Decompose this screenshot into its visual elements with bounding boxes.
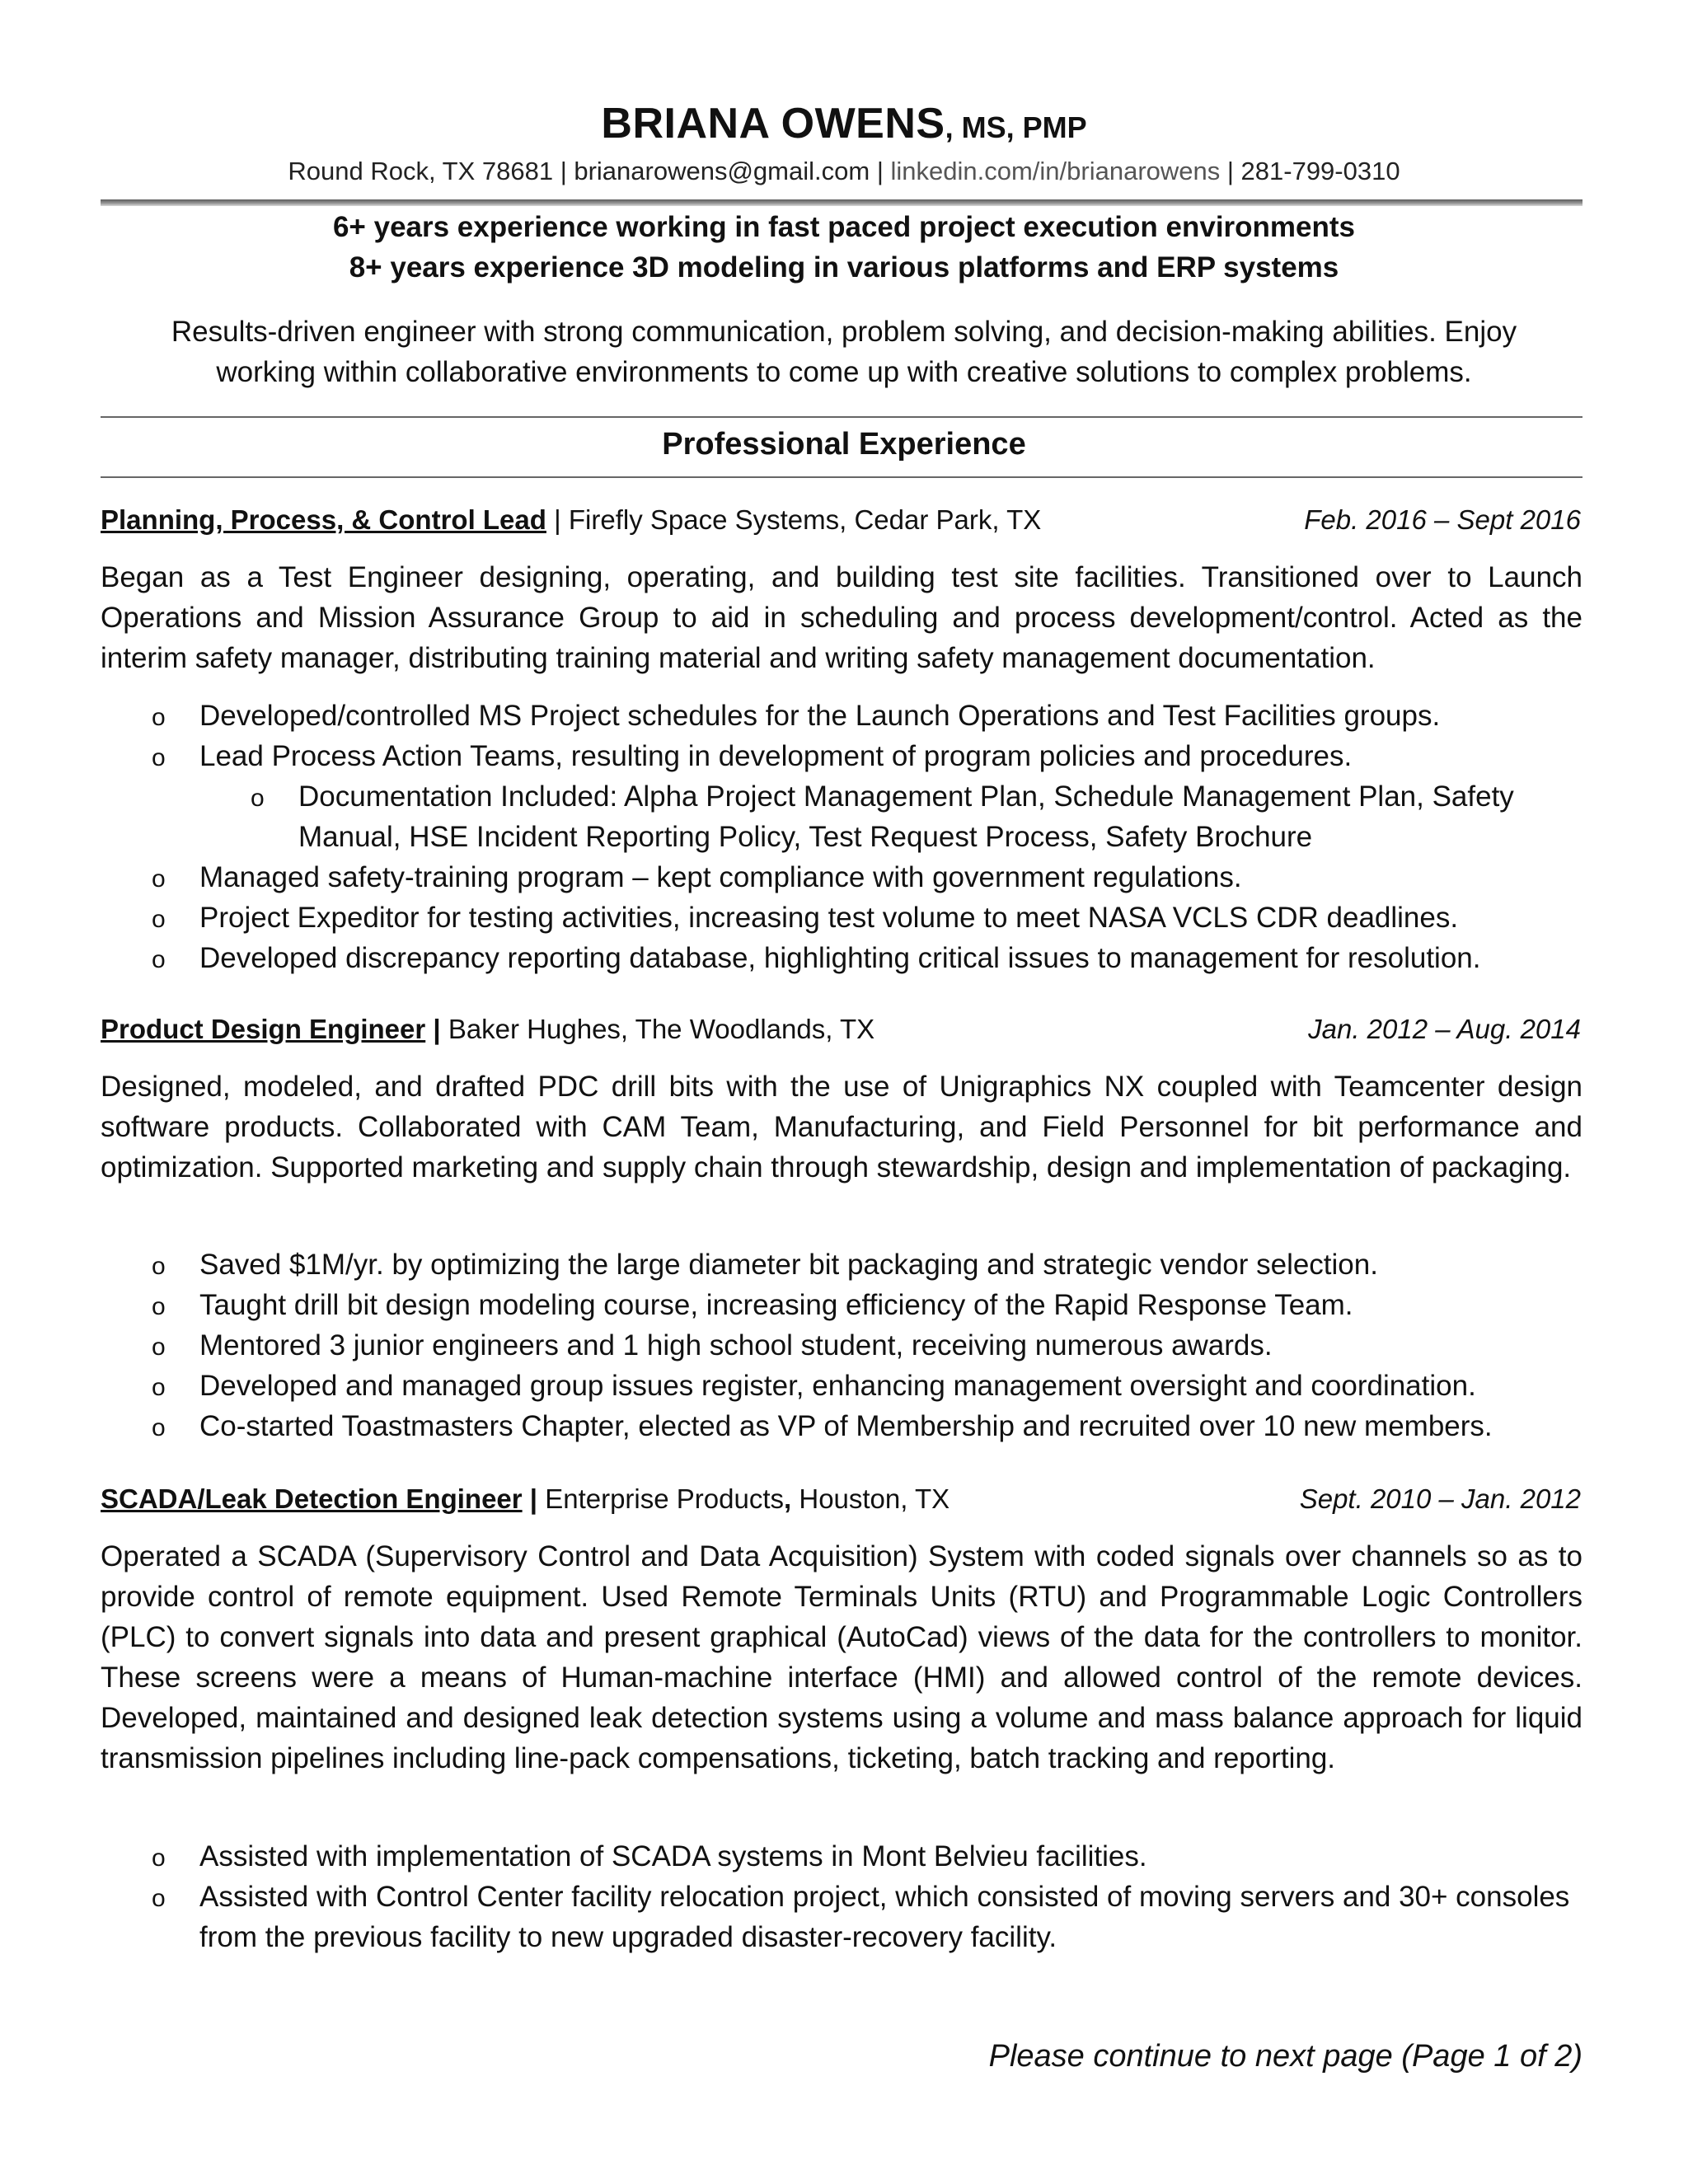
job-title: SCADA/Leak Detection Engineer	[101, 1483, 523, 1514]
bullet-item: o Project Expeditor for testing activities, increasing test volume to meet NASA VCLS CDR deadlines.	[101, 898, 1582, 938]
bullet-item: o Saved $1M/yr. by optimizing the large diameter bit packaging and strategic vendor selection.	[101, 1244, 1582, 1285]
linkedin-link[interactable]: linkedin.com/in/brianarowens	[890, 157, 1221, 185]
job-dates: Sept. 2010 – Jan. 2012	[1299, 1483, 1581, 1514]
job-company: Enterprise Products	[545, 1483, 785, 1514]
bullet-item: o Co-started Toastmasters Chapter, elected as VP of Membership and recruited over 10 new members.	[101, 1406, 1582, 1446]
contact-line	[0, 157, 1688, 186]
job-company: Baker Hughes, The Woodlands, TX	[448, 1014, 875, 1044]
company-comma: ,	[784, 1483, 792, 1514]
location: Round Rock, TX 78681	[288, 157, 554, 185]
bullet-item: o Managed safety-training program – kept compliance with government regulations.	[101, 857, 1582, 898]
job-separator: |	[425, 1014, 448, 1044]
contact-separator: |	[553, 157, 574, 185]
job-title: Planning, Process, & Control Lead	[101, 504, 546, 535]
job-bullets	[101, 696, 1582, 978]
job-description: Designed, modeled, and drafted PDC drill bits with the use of Unigraphics NX coupled with Teamcenter design software products. Collaborated with CAM Team, Manufacturing, and Field Personnel for bit performance and optimization. Supported marketing and supply chain through stewardship, design and implementation of packaging.	[101, 1071, 1582, 1183]
job-dates: Feb. 2016 – Sept 2016	[1304, 504, 1581, 535]
job-dates: Jan. 2012 – Aug. 2014	[1308, 1014, 1581, 1044]
bullet-item: o Developed and managed group issues register, enhancing management oversight and coordination.	[101, 1366, 1582, 1406]
phone-number: 281-799-0310	[1240, 157, 1400, 185]
highlight-line: 8+ years experience 3D modeling in various platforms and ERP systems	[349, 251, 1339, 284]
job-bullets	[101, 1836, 1582, 1957]
bullet-item: o Developed discrepancy reporting database, highlighting critical issues to management for resolution.	[101, 938, 1582, 978]
job-bullets	[101, 1244, 1582, 1446]
job-company: Firefly Space Systems, Cedar Park, TX	[568, 504, 1042, 535]
bullet-item: o Mentored 3 junior engineers and 1 high school student, receiving numerous awards.	[101, 1325, 1582, 1366]
bullet-item: o Developed/controlled MS Project schedules for the Launch Operations and Test Facilities groups.	[101, 696, 1582, 736]
job-location: Houston, TX	[791, 1483, 950, 1514]
page-footer: Please continue to next page (Page 1 of 2)	[988, 2039, 1582, 2074]
header-divider	[101, 199, 1582, 206]
section-divider-bottom	[101, 476, 1582, 478]
section-title: Professional Experience	[662, 427, 1026, 462]
bullet-item: o Assisted with Control Center facility relocation project, which consisted of moving servers and 30+ consoles from the previous facility to new upgraded disaster-recovery facility.	[101, 1877, 1582, 1957]
job-header	[101, 1014, 1581, 1045]
job-separator: |	[546, 504, 569, 535]
highlight-line: 6+ years experience working in fast paced project execution environments	[332, 211, 1356, 243]
candidate-name: BRIANA OWENS	[601, 100, 945, 148]
job-description: Operated a SCADA (Supervisory Control and Data Acquisition) System with coded signals over channels so as to provide control of remote equipment. Used Remote Terminals Units (RTU) and Programmable Logic Controllers (PLC) to convert signals into data and present graphical (AutoCad) views of the data for the controllers to monitor. These screens were a means of Human-machine interface (HMI) and allowed control of the remote devices. Developed, maintained and designed leak detection systems using a volume and mass balance approach for liquid transmission pipelines including line-pack compensations, ticketing, batch tracking and reporting.	[101, 1540, 1582, 1774]
summary-paragraph: Results-driven engineer with strong communication, problem solving, and decision-making abilities. Enjoy working within collaborative environments to come up with creative solutions to complex problems.	[171, 316, 1517, 388]
job-title: Product Design Engineer	[101, 1014, 426, 1044]
credentials: , MS, PMP	[945, 110, 1087, 144]
sub-bullet-item: o Documentation Included: Alpha Project Management Plan, Schedule Management Plan, Safety Manual, HSE Incident Reporting Policy, Test Request Process, Safety Brochure	[101, 776, 1582, 857]
name-heading	[0, 99, 1688, 148]
job-header	[101, 504, 1581, 536]
bullet-item: o Assisted with implementation of SCADA systems in Mont Belvieu facilities.	[101, 1836, 1582, 1877]
job-separator: |	[522, 1483, 546, 1514]
contact-separator: |	[870, 157, 891, 185]
section-divider-top	[101, 416, 1582, 418]
bullet-item: o Lead Process Action Teams, resulting in development of program policies and procedures.	[101, 736, 1582, 776]
job-header	[101, 1483, 1581, 1515]
contact-separator: |	[1220, 157, 1241, 185]
email-link[interactable]: brianarowens@gmail.com	[574, 157, 870, 185]
bullet-item: o Taught drill bit design modeling course, increasing efficiency of the Rapid Response Team.	[101, 1285, 1582, 1325]
job-description: Began as a Test Engineer designing, operating, and building test site facilities. Transitioned over to Launch Operations and Mission Assurance Group to aid in scheduling and process development/control. Acted as the interim safety manager, distributing training material and writing safety management documentation.	[101, 561, 1582, 674]
